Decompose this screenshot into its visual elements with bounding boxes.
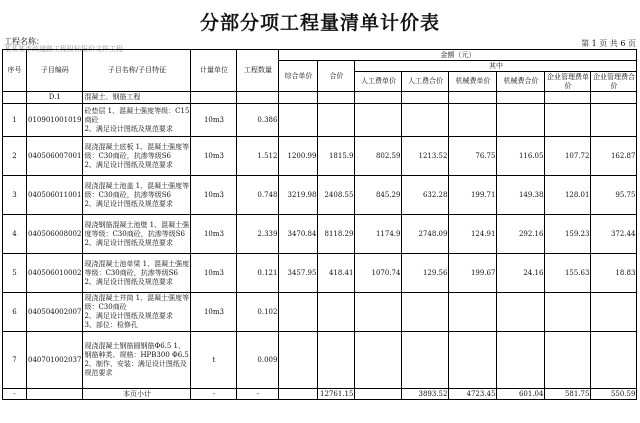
- cell-total: 418.41: [318, 254, 355, 293]
- cell-mgmt-total: [591, 332, 637, 389]
- col-machine-total: 机械费合价: [497, 72, 545, 92]
- cell-machine-total: 149.38: [497, 176, 545, 215]
- cell-machine-unit: 76.75: [449, 137, 497, 176]
- col-labor-unit: 人工费单价: [355, 72, 402, 92]
- cell-labor-unit: [355, 332, 402, 389]
- cell-seq: 6: [3, 293, 27, 332]
- cell-code: 040701002037: [27, 332, 83, 389]
- cell-mgmt-unit: 107.72: [545, 137, 591, 176]
- header-row-1: [3, 50, 637, 61]
- subtotal-total: 12761.15: [318, 389, 355, 400]
- cell-machine-total: [497, 332, 545, 389]
- cell-labor-unit: 1070.74: [355, 254, 402, 293]
- col-unit-price: 综合单价: [279, 61, 318, 92]
- cell-name: 砼垫层 1、混凝土强度等级：C15商砼 2、满足设计图纸及规范要求: [83, 104, 191, 137]
- col-qty: 工程数量: [237, 50, 279, 92]
- cell-qty: 0.009: [237, 332, 279, 389]
- col-code: 子目编码: [27, 50, 83, 92]
- cell-machine-unit: 199.71: [449, 176, 497, 215]
- col-seq: 序号: [3, 50, 27, 92]
- table-row: [3, 104, 637, 137]
- cell-unit-price: 1200.99: [279, 137, 318, 176]
- cell-code: 040506008002: [27, 215, 83, 254]
- cell-total: 2408.55: [318, 176, 355, 215]
- table-row: [3, 293, 637, 332]
- cell-qty: 0.121: [237, 254, 279, 293]
- cell-name: 现浇混凝土底板 1、混凝土强度等级：C30商砼，抗渗等级S6 2、满足设计图纸及规范要求: [83, 137, 191, 176]
- cell-total: [318, 104, 355, 137]
- cell-qty: 0.748: [237, 176, 279, 215]
- cell-mgmt-total: 18.83: [591, 254, 637, 293]
- cell-total: [318, 332, 355, 389]
- col-total: 合价: [318, 61, 355, 92]
- cell-machine-unit: 124.91: [449, 215, 497, 254]
- cell-machine-total: 116.05: [497, 137, 545, 176]
- cell-unit: 10m3: [191, 293, 237, 332]
- col-mgmt-total: 企业管理费合价: [592, 72, 635, 90]
- cell-unit-price: [279, 104, 318, 137]
- cell-seq: 7: [3, 332, 27, 389]
- cell-machine-unit: [449, 332, 497, 389]
- cell-mgmt-total: 162.87: [591, 137, 637, 176]
- cell-unit-price: [279, 293, 318, 332]
- cell-labor-total: [402, 104, 449, 137]
- cell-seq: 1: [3, 104, 27, 137]
- section-name: 混凝土、钢筋工程: [83, 92, 191, 104]
- cell-name: 现浇钢筋混凝土池壁 1、混凝土强度等级：C30商砼，抗渗等级S6 2、满足设计图纸及规范要求: [83, 215, 191, 254]
- cell-labor-total: 2748.09: [402, 215, 449, 254]
- cell-name: 现浇混凝土池盖 1、混凝土强度等级：C30商砼，抗渗等级S6 2、满足设计图纸及规范要求: [83, 176, 191, 215]
- cell-mgmt-unit: [545, 332, 591, 389]
- cell-code: 040506011001: [27, 176, 83, 215]
- cell-mgmt-unit: 155.63: [545, 254, 591, 293]
- faint-header-line: 某某某市政道路工程投标报价文件工程: [4, 45, 123, 53]
- cell-mgmt-unit: [545, 104, 591, 137]
- col-unit: 计量单位: [191, 50, 237, 92]
- cell-code: 040506007001: [27, 137, 83, 176]
- table-row: [3, 137, 637, 176]
- cell-unit: 10m3: [191, 215, 237, 254]
- table-row: [3, 332, 637, 389]
- cell-machine-total: [497, 293, 545, 332]
- cell-labor-unit: [355, 293, 402, 332]
- col-amount-group: 金额（元）: [279, 50, 637, 61]
- cell-qty: 2.339: [237, 215, 279, 254]
- col-of-which: 其中: [355, 61, 637, 72]
- section-code: D.1: [27, 92, 83, 104]
- cell-labor-unit: 845.29: [355, 176, 402, 215]
- table-row: [3, 254, 637, 293]
- cell-mgmt-total: [591, 293, 637, 332]
- col-labor-total: 人工费合价: [402, 72, 449, 92]
- cell-mgmt-unit: 128.01: [545, 176, 591, 215]
- cell-seq: 4: [3, 215, 27, 254]
- cell-unit: 10m3: [191, 176, 237, 215]
- col-machine-unit: 机械费单价: [449, 72, 497, 92]
- project-name-label: 工程名称：: [4, 37, 44, 46]
- cell-qty: 0.386: [237, 104, 279, 137]
- cell-labor-total: 129.56: [402, 254, 449, 293]
- cell-unit-price: 3470.84: [279, 215, 318, 254]
- cell-machine-unit: 199.67: [449, 254, 497, 293]
- page-title: 分部分项工程量清单计价表: [199, 12, 440, 34]
- cell-unit: 10m3: [191, 254, 237, 293]
- cell-labor-total: 1213.52: [402, 137, 449, 176]
- cell-machine-unit: [449, 293, 497, 332]
- cell-labor-unit: [355, 104, 402, 137]
- cell-name: 现浇混凝土池单梁 1、混凝土强度等级：C30商砼，抗渗等级S6 2、满足设计图纸及规范要求: [83, 254, 191, 293]
- cell-unit: 10m3: [191, 137, 237, 176]
- cell-machine-total: [497, 104, 545, 137]
- cell-labor-total: [402, 293, 449, 332]
- cell-seq: 5: [3, 254, 27, 293]
- table-row: [3, 215, 637, 254]
- subtotal-label: 本页小计: [83, 389, 191, 400]
- cell-seq: 3: [3, 176, 27, 215]
- subtotal-row: - 本页小计 - - 12761.15 3893.52 4723.45 601.04 581.75 550.59: [3, 389, 637, 400]
- col-name: 子目名称/子目特征: [83, 50, 191, 92]
- cell-qty: 0.102: [237, 293, 279, 332]
- cell-code: 010901001019: [27, 104, 83, 137]
- section-row: [3, 92, 637, 104]
- cell-machine-total: 24.16: [497, 254, 545, 293]
- cell-machine-total: 292.16: [497, 215, 545, 254]
- cell-code: 040506010002: [27, 254, 83, 293]
- cell-name: 现浇混凝土井筒 1、混凝土强度等级：C30商砼 2、满足设计图纸及规范要求 3、部位：检修孔: [83, 293, 191, 332]
- cell-labor-total: 632.28: [402, 176, 449, 215]
- cell-unit-price: [279, 332, 318, 389]
- page-info: 第 1 页 共 6 页: [581, 39, 636, 48]
- cell-mgmt-unit: [545, 293, 591, 332]
- cell-total: 1815.9: [318, 137, 355, 176]
- cell-unit: t: [191, 332, 237, 389]
- cell-labor-unit: 1174.9: [355, 215, 402, 254]
- bill-of-quantities-table: [2, 49, 637, 400]
- table-row: [3, 176, 637, 215]
- col-mgmt-unit: 企业管理费单价: [546, 72, 589, 90]
- cell-unit: 10m3: [191, 104, 237, 137]
- cell-total: [318, 293, 355, 332]
- cell-machine-unit: [449, 104, 497, 137]
- cell-mgmt-total: [591, 104, 637, 137]
- cell-unit-price: 3457.95: [279, 254, 318, 293]
- cell-code: 040504002007: [27, 293, 83, 332]
- cell-unit-price: 3219.98: [279, 176, 318, 215]
- cell-name: 现浇混凝土钢筋圆钢筋Φ6.5 1、钢筋种类、规格：HPB300 Φ6.5 2、制作、安装：满足设计图纸及规范要求: [83, 332, 191, 389]
- cell-qty: 1.512: [237, 137, 279, 176]
- cell-seq: 2: [3, 137, 27, 176]
- cell-labor-unit: 802.59: [355, 137, 402, 176]
- cell-mgmt-total: 95.75: [591, 176, 637, 215]
- cell-total: 8118.29: [318, 215, 355, 254]
- cell-mgmt-total: 372.44: [591, 215, 637, 254]
- cell-labor-total: [402, 332, 449, 389]
- cell-mgmt-unit: 159.23: [545, 215, 591, 254]
